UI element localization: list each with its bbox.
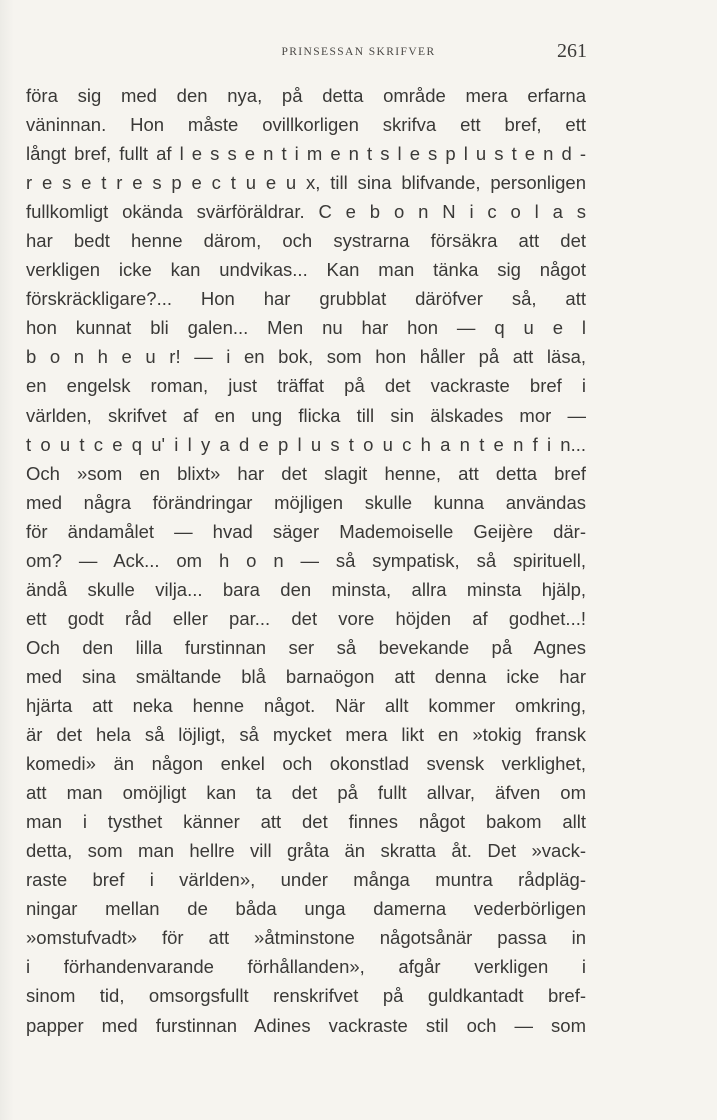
text-line: komedi» än någon enkel och okonstlad svensk verklighet, <box>26 753 586 775</box>
page-number: 261 <box>557 40 587 62</box>
text-line: r e s e t r e s p e c t u e u x, till sina blifvande, personligen <box>26 172 586 194</box>
text-line: en engelsk roman, just träffat på det vackraste bref i <box>26 375 586 397</box>
text-line: ett godt råd eller par... det vore höjden af godhet...! <box>26 607 586 629</box>
text-line: man i tysthet känner att det finnes något bakom allt <box>26 811 586 833</box>
text-line: för ändamålet — hvad säger Mademoiselle Geijère där- <box>26 520 586 542</box>
text-line: detta, som man hellre vill gråta än skratta åt. Det »vack- <box>26 840 586 862</box>
text-line: i förhandenvarande förhållanden», afgår verkligen i <box>26 956 586 978</box>
text-line: förskräckligare?... Hon har grubblat däröfver så, att <box>26 288 586 310</box>
text-line: ändå skulle vilja... bara den minsta, allra minsta hjälp, <box>26 578 586 600</box>
text-line: har bedt henne därom, och systrarna försäkra att det <box>26 230 586 252</box>
text-line: Och »som en blixt» har det slagit henne, att detta bref <box>26 462 586 484</box>
text-line: fullkomligt okända svärföräldrar. C e b o n N i c o l a s <box>26 201 586 223</box>
text-line: med några förändringar möjligen skulle kunna användas <box>26 491 586 513</box>
running-head <box>0 40 717 68</box>
text-line: världen, skrifvet af en ung flicka till sin älskades mor — <box>26 404 586 426</box>
body-text <box>26 81 586 1040</box>
text-line: om? — Ack... om h o n — så sympatisk, så spirituell, <box>26 549 586 571</box>
text-line: ningar mellan de båda unga damerna vederbörligen <box>26 898 586 920</box>
text-line: Och den lilla furstinnan ser så bevekande på Agnes <box>26 636 586 658</box>
text-line: föra sig med den nya, på detta område mera erfarna <box>26 85 586 106</box>
text-line: verkligen icke kan undvikas... Kan man tänka sig något <box>26 259 586 281</box>
text-line: med sina smältande blå barnaögon att denna icke har <box>26 665 586 687</box>
text-line: väninnan. Hon måste ovillkorligen skrifva ett bref, ett <box>26 114 586 136</box>
text-line: papper med furstinnan Adines vackraste stil och — som <box>26 1014 586 1036</box>
text-line: t o u t c e q u' i l y a d e p l u s t o u c h a n t e n f i n... <box>26 433 586 455</box>
text-line: hjärta att neka henne något. När allt kommer omkring, <box>26 694 586 716</box>
page-edge <box>0 0 14 1120</box>
text-line: »omstufvadt» för att »åtminstone någotsånär passa in <box>26 927 586 949</box>
text-line: långt bref, fullt af l e s s e n t i m e n t s l e s p l u s t e n d - <box>26 143 586 165</box>
text-line: att man omöjligt kan ta det på fullt allvar, äfven om <box>26 782 586 804</box>
text-line: är det hela så löjligt, så mycket mera likt en »tokig fransk <box>26 724 586 746</box>
text-line: raste bref i världen», under många muntra rådpläg- <box>26 869 586 891</box>
text-line: b o n h e u r! — i en bok, som hon håller på att läsa, <box>26 346 586 368</box>
running-title: PRINSESSAN SKRIFVER <box>281 46 436 58</box>
text-line: sinom tid, omsorgsfullt renskrifvet på guldkantadt bref- <box>26 985 586 1007</box>
text-line: hon kunnat bli galen... Men nu har hon — q u e l <box>26 317 586 339</box>
